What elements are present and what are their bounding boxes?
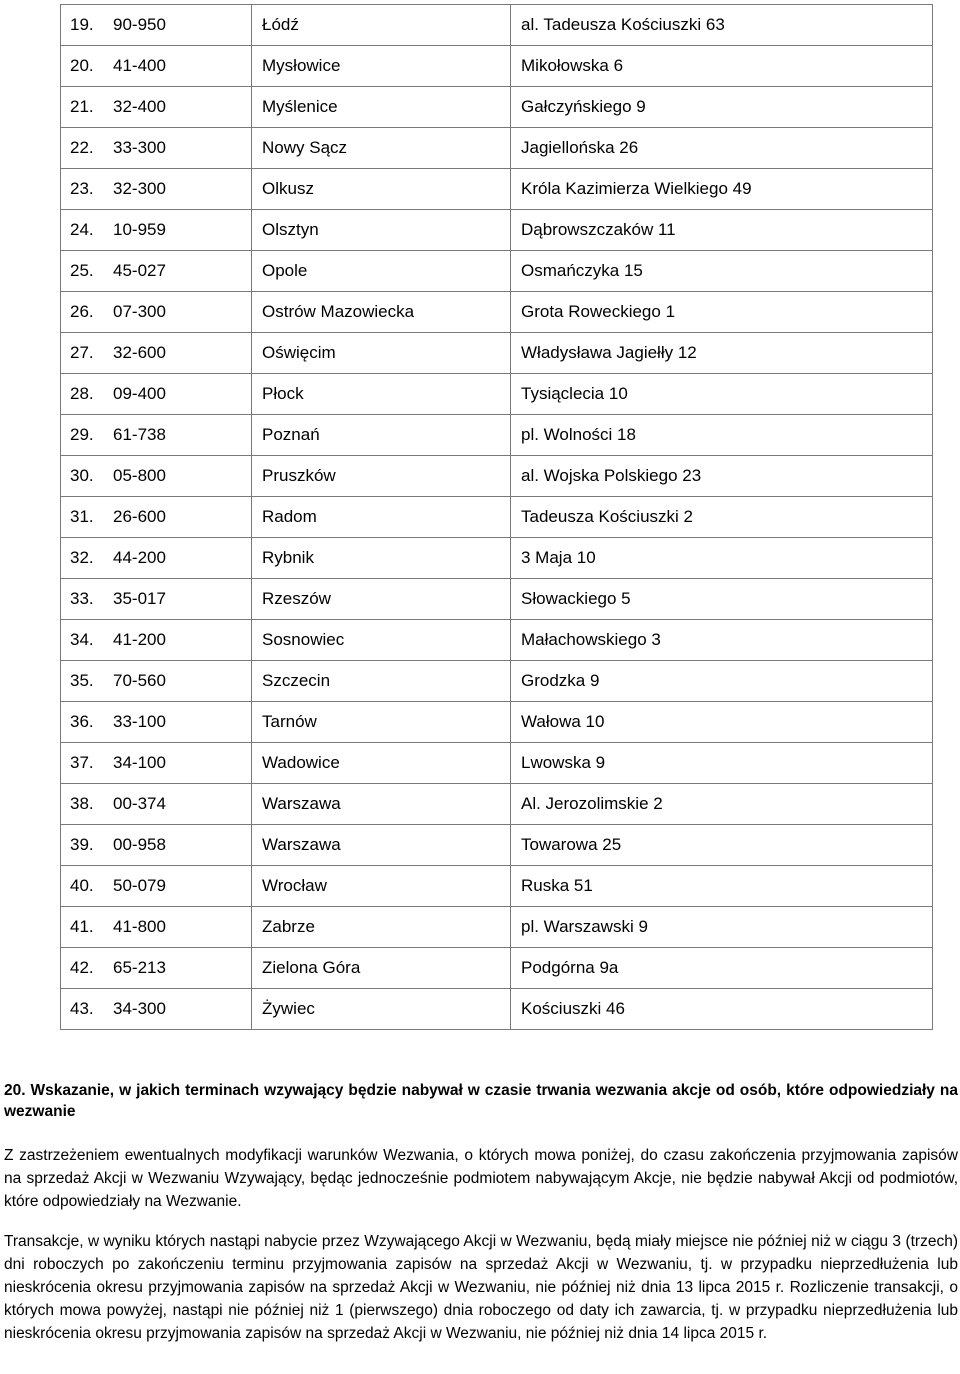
row-number: 35.	[70, 671, 94, 690]
city-name: Szczecin	[262, 671, 331, 690]
table-row	[61, 702, 933, 743]
address-cell	[511, 538, 933, 579]
row-number: 43.	[70, 999, 94, 1018]
address-cell	[511, 292, 933, 333]
postal-code: 41-800	[113, 917, 166, 936]
postal-code: 07-300	[113, 302, 166, 321]
city-cell	[252, 620, 511, 661]
table-row	[61, 456, 933, 497]
address-cell	[511, 702, 933, 743]
table-row	[61, 210, 933, 251]
table-row	[61, 866, 933, 907]
address-cell	[511, 210, 933, 251]
city-cell	[252, 784, 511, 825]
number-and-postal-code-cell	[61, 415, 252, 456]
street-address: Władysława Jagiełły 12	[521, 343, 697, 362]
street-address: Grodzka 9	[521, 671, 600, 690]
address-cell	[511, 784, 933, 825]
city-name: Olsztyn	[262, 220, 319, 239]
row-number: 36.	[70, 712, 94, 731]
postal-code: 32-400	[113, 97, 166, 116]
row-number: 19.	[70, 15, 94, 34]
city-cell	[252, 948, 511, 989]
number-and-postal-code-cell	[61, 784, 252, 825]
address-cell	[511, 374, 933, 415]
address-cell	[511, 456, 933, 497]
row-number: 30.	[70, 466, 94, 485]
city-name: Ostrów Mazowiecka	[262, 302, 415, 321]
number-and-postal-code-cell	[61, 333, 252, 374]
city-cell	[252, 456, 511, 497]
address-cell	[511, 251, 933, 292]
street-address: pl. Warszawski 9	[521, 917, 648, 936]
table-row	[61, 46, 933, 87]
city-name: Warszawa	[262, 794, 341, 813]
table-row	[61, 743, 933, 784]
street-address: Mikołowska 6	[521, 56, 624, 75]
row-number: 29.	[70, 425, 94, 444]
branches-table-body	[61, 5, 933, 1030]
table-row	[61, 333, 933, 374]
table-row	[61, 374, 933, 415]
number-and-postal-code-cell	[61, 702, 252, 743]
table-row	[61, 948, 933, 989]
address-cell	[511, 989, 933, 1030]
table-row	[61, 497, 933, 538]
city-name: Poznań	[262, 425, 320, 444]
city-name: Olkusz	[262, 179, 314, 198]
postal-code: 41-400	[113, 56, 166, 75]
postal-code: 09-400	[113, 384, 166, 403]
row-number: 25.	[70, 261, 94, 280]
address-cell	[511, 620, 933, 661]
row-number: 42.	[70, 958, 94, 977]
postal-code: 35-017	[113, 589, 166, 608]
postal-code: 32-300	[113, 179, 166, 198]
number-and-postal-code-cell	[61, 989, 252, 1030]
city-name: Łódź	[262, 15, 299, 34]
row-number: 27.	[70, 343, 94, 362]
address-cell	[511, 333, 933, 374]
postal-code: 32-600	[113, 343, 166, 362]
table-row	[61, 989, 933, 1030]
row-number: 33.	[70, 589, 94, 608]
city-name: Oświęcim	[262, 343, 336, 362]
number-and-postal-code-cell	[61, 456, 252, 497]
address-cell	[511, 497, 933, 538]
address-cell	[511, 46, 933, 87]
city-cell	[252, 210, 511, 251]
table-row	[61, 169, 933, 210]
row-number: 34.	[70, 630, 94, 649]
street-address: Lwowska 9	[521, 753, 606, 772]
row-number: 41.	[70, 917, 94, 936]
street-address: Kościuszki 46	[521, 999, 625, 1018]
city-cell	[252, 333, 511, 374]
city-name: Zielona Góra	[262, 958, 361, 977]
table-row	[61, 5, 933, 46]
city-name: Radom	[262, 507, 317, 526]
address-cell	[511, 128, 933, 169]
number-and-postal-code-cell	[61, 292, 252, 333]
city-cell	[252, 169, 511, 210]
address-cell	[511, 579, 933, 620]
number-and-postal-code-cell	[61, 743, 252, 784]
city-cell	[252, 46, 511, 87]
row-number: 21.	[70, 97, 94, 116]
number-and-postal-code-cell	[61, 5, 252, 46]
address-cell	[511, 169, 933, 210]
table-row	[61, 415, 933, 456]
street-address: al. Wojska Polskiego 23	[521, 466, 702, 485]
city-name: Nowy Sącz	[262, 138, 348, 157]
city-name: Płock	[262, 384, 304, 403]
city-name: Tarnów	[262, 712, 317, 731]
postal-code: 33-300	[113, 138, 166, 157]
street-address: Osmańczyka 15	[521, 261, 643, 280]
postal-code: 70-560	[113, 671, 166, 690]
row-number: 23.	[70, 179, 94, 198]
street-address: al. Tadeusza Kościuszki 63	[521, 15, 725, 34]
number-and-postal-code-cell	[61, 251, 252, 292]
postal-code: 41-200	[113, 630, 166, 649]
city-name: Żywiec	[262, 999, 315, 1018]
address-cell	[511, 87, 933, 128]
row-number: 31.	[70, 507, 94, 526]
row-number: 32.	[70, 548, 94, 567]
postal-code: 34-300	[113, 999, 166, 1018]
street-address: Podgórna 9a	[521, 958, 619, 977]
address-cell	[511, 661, 933, 702]
postal-code: 10-959	[113, 220, 166, 239]
number-and-postal-code-cell	[61, 87, 252, 128]
table-row	[61, 579, 933, 620]
number-and-postal-code-cell	[61, 128, 252, 169]
section-20-heading: 20. Wskazanie, w jakich terminach wzywający będzie nabywał w czasie trwania wezwania akcje od osób, które odpowiedziały na wezwanie	[4, 1082, 958, 1120]
number-and-postal-code-cell	[61, 948, 252, 989]
row-number: 40.	[70, 876, 94, 895]
number-and-postal-code-cell	[61, 620, 252, 661]
street-address: Dąbrowszczaków 11	[521, 220, 676, 239]
city-cell	[252, 825, 511, 866]
number-and-postal-code-cell	[61, 374, 252, 415]
number-and-postal-code-cell	[61, 907, 252, 948]
row-number: 24.	[70, 220, 94, 239]
city-cell	[252, 866, 511, 907]
postal-code: 44-200	[113, 548, 166, 567]
row-number: 38.	[70, 794, 94, 813]
section-20	[4, 1080, 958, 1345]
city-name: Opole	[262, 261, 308, 280]
city-cell	[252, 374, 511, 415]
postal-code: 61-738	[113, 425, 166, 444]
street-address: Al. Jerozolimskie 2	[521, 794, 663, 813]
postal-code: 00-958	[113, 835, 166, 854]
city-cell	[252, 5, 511, 46]
number-and-postal-code-cell	[61, 497, 252, 538]
number-and-postal-code-cell	[61, 866, 252, 907]
postal-code: 34-100	[113, 753, 166, 772]
city-cell	[252, 292, 511, 333]
table-row	[61, 87, 933, 128]
city-cell	[252, 87, 511, 128]
city-cell	[252, 128, 511, 169]
street-address: Króla Kazimierza Wielkiego 49	[521, 179, 752, 198]
street-address: Tadeusza Kościuszki 2	[521, 507, 693, 526]
postal-code: 05-800	[113, 466, 166, 485]
row-number: 37.	[70, 753, 94, 772]
city-cell	[252, 251, 511, 292]
city-cell	[252, 661, 511, 702]
table-row	[61, 538, 933, 579]
street-address: Słowackiego 5	[521, 589, 631, 608]
postal-code: 65-213	[113, 958, 166, 977]
postal-code: 45-027	[113, 261, 166, 280]
city-name: Myślenice	[262, 97, 338, 116]
number-and-postal-code-cell	[61, 46, 252, 87]
postal-code: 33-100	[113, 712, 166, 731]
city-name: Wrocław	[262, 876, 327, 895]
street-address: Towarowa 25	[521, 835, 622, 854]
number-and-postal-code-cell	[61, 210, 252, 251]
row-number: 26.	[70, 302, 94, 321]
number-and-postal-code-cell	[61, 538, 252, 579]
city-name: Rzeszów	[262, 589, 331, 608]
table-row	[61, 825, 933, 866]
city-name: Sosnowiec	[262, 630, 345, 649]
number-and-postal-code-cell	[61, 661, 252, 702]
street-address: Jagiellońska 26	[521, 138, 639, 157]
address-cell	[511, 743, 933, 784]
city-cell	[252, 497, 511, 538]
address-cell	[511, 825, 933, 866]
city-cell	[252, 579, 511, 620]
street-address: Gałczyńskiego 9	[521, 97, 646, 116]
address-cell	[511, 866, 933, 907]
row-number: 28.	[70, 384, 94, 403]
section-20-paragraph-2: Transakcje, w wyniku których nastąpi nabycie przez Wzywającego Akcji w Wezwaniu, będą miały miejsce nie później niż w ciągu 3 (trzech) dni roboczych po zakończeniu terminu przyjmowania zapisów na sprzedaż Akcji w Wezwaniu, tj. w przypadku nieprzedłużenia lub nieskrócenia okresu przyjmowania zapisów na sprzedaż Akcji w Wezwaniu, nie później niż dnia 13 lipca 2015 r. Rozliczenie transakcji, o których mowa powyżej, nastąpi nie później niż 1 (pierwszego) dnia roboczego od daty ich zawarcia, tj. w przypadku nieprzedłużenia lub nieskrócenia okresu przyjmowania zapisów na sprzedaż Akcji w Wezwaniu, nie później niż dnia 14 lipca 2015 r.	[4, 1233, 958, 1342]
city-cell	[252, 538, 511, 579]
city-name: Mysłowice	[262, 56, 341, 75]
postal-code: 90-950	[113, 15, 166, 34]
branches-table	[60, 4, 933, 1030]
city-cell	[252, 743, 511, 784]
address-cell	[511, 415, 933, 456]
number-and-postal-code-cell	[61, 579, 252, 620]
city-name: Wadowice	[262, 753, 340, 772]
street-address: Ruska 51	[521, 876, 593, 895]
table-row	[61, 907, 933, 948]
city-name: Rybnik	[262, 548, 314, 567]
postal-code: 26-600	[113, 507, 166, 526]
address-cell	[511, 5, 933, 46]
city-cell	[252, 907, 511, 948]
city-name: Pruszków	[262, 466, 336, 485]
street-address: Grota Roweckiego 1	[521, 302, 676, 321]
row-number: 20.	[70, 56, 94, 75]
table-row	[61, 620, 933, 661]
street-address: Małachowskiego 3	[521, 630, 661, 649]
number-and-postal-code-cell	[61, 825, 252, 866]
city-cell	[252, 989, 511, 1030]
row-number: 22.	[70, 138, 94, 157]
street-address: Tysiąclecia 10	[521, 384, 628, 403]
address-cell	[511, 907, 933, 948]
section-20-paragraph-1: Z zastrzeżeniem ewentualnych modyfikacji warunków Wezwania, o których mowa poniżej, do czasu zakończenia przyjmowania zapisów na sprzedaż Akcji w Wezwaniu Wzywający, będąc jednocześnie podmiotem nabywającym Akcje, nie będzie nabywał Akcji od podmiotów, które odpowiedziały na Wezwanie.	[4, 1147, 958, 1210]
number-and-postal-code-cell	[61, 169, 252, 210]
postal-code: 00-374	[113, 794, 166, 813]
table-row	[61, 784, 933, 825]
row-number: 39.	[70, 835, 94, 854]
city-cell	[252, 702, 511, 743]
address-cell	[511, 948, 933, 989]
table-row	[61, 661, 933, 702]
city-name: Zabrze	[262, 917, 315, 936]
street-address: Wałowa 10	[521, 712, 605, 731]
table-row	[61, 251, 933, 292]
street-address: pl. Wolności 18	[521, 425, 636, 444]
postal-code: 50-079	[113, 876, 166, 895]
table-row	[61, 292, 933, 333]
table-row	[61, 128, 933, 169]
city-name: Warszawa	[262, 835, 341, 854]
city-cell	[252, 415, 511, 456]
street-address: 3 Maja 10	[521, 548, 596, 567]
